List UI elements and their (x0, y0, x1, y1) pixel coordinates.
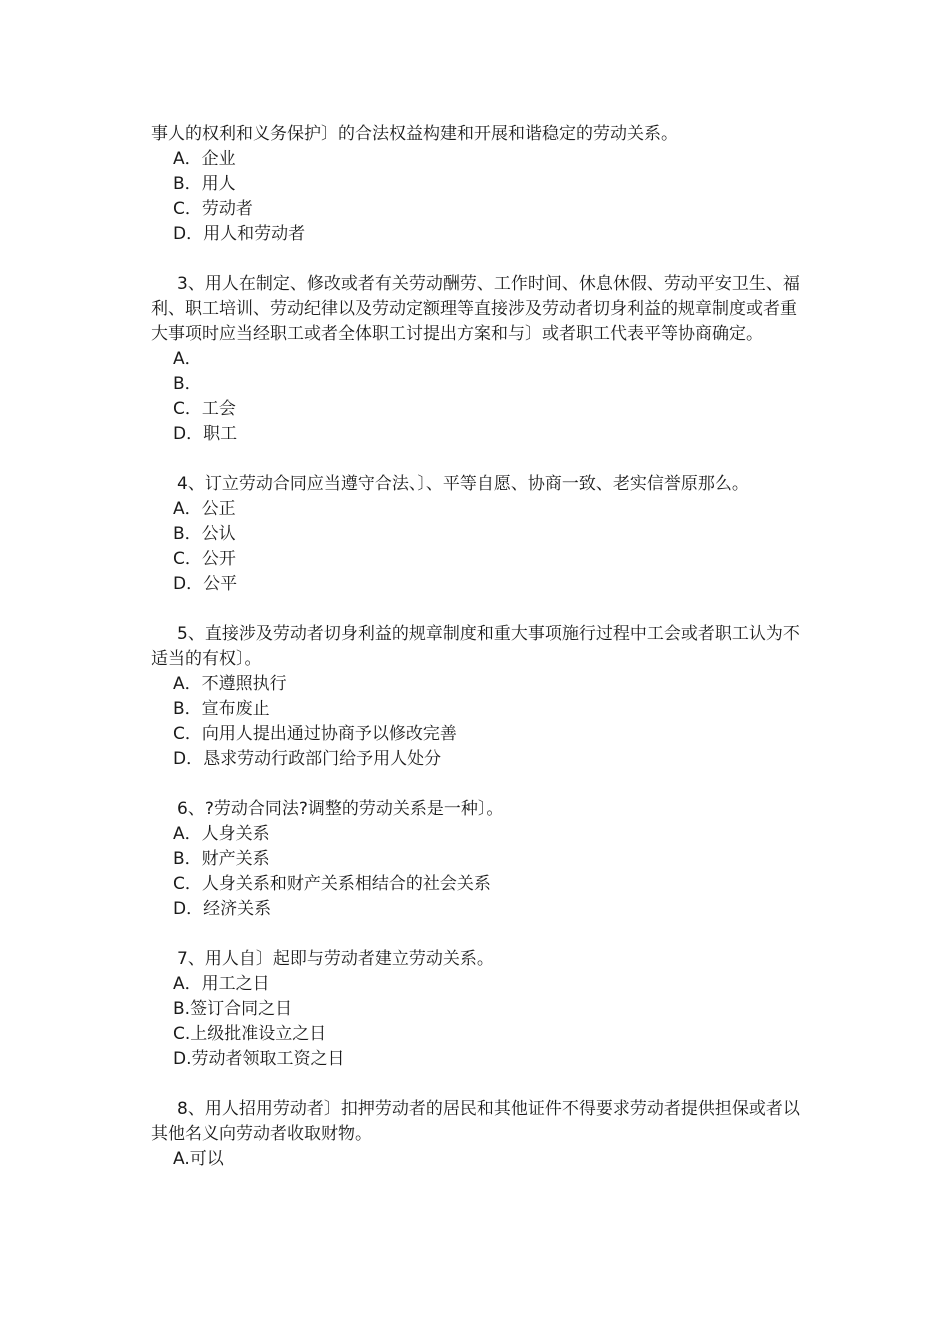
question-block (151, 622, 811, 772)
spacer (151, 1072, 811, 1097)
option-b: B．财产关系 (173, 849, 270, 869)
document-body (151, 122, 811, 1172)
option-c: C．公开 (173, 549, 236, 569)
question-stem: 4、订立劳动合同应当遵守合法、〕、平等自愿、协商一致、老实信誉原那么。 (177, 474, 749, 494)
question-block (151, 472, 811, 597)
spacer (151, 447, 811, 472)
option-d: D．经济关系 (173, 899, 272, 919)
question-block (151, 797, 811, 922)
option-b: B．公认 (173, 524, 236, 544)
option-d: D．用人和劳动者 (173, 224, 306, 244)
question-stem: 7、用人自〕起即与劳动者建立劳动关系。 (177, 949, 494, 969)
option-b: B．用人 (173, 174, 236, 194)
option-c: C．人身关系和财产关系相结合的社会关系 (173, 874, 491, 894)
option-c: C．工会 (173, 399, 236, 419)
question-block (151, 122, 811, 247)
option-a: A．公正 (173, 499, 236, 519)
option-a: A．用工之日 (173, 974, 270, 994)
option-d: D.劳动者领取工资之日 (173, 1049, 345, 1069)
question-stem: 6、?劳动合同法?调整的劳动关系是一种〕。 (177, 799, 504, 819)
option-a: A．不遵照执行 (173, 674, 287, 694)
question-stem: 事人的权利和义务保护〕的合法权益构建和开展和谐稳定的劳动关系。 (151, 124, 678, 144)
question-block (151, 947, 811, 1072)
option-a: A． (173, 349, 202, 369)
option-b: B.签订合同之日 (173, 999, 293, 1019)
spacer (151, 597, 811, 622)
option-c: C．向用人提出通过协商予以修改完善 (173, 724, 457, 744)
question-stem: 8、用人招用劳动者〕扣押劳动者的居民和其他证件不得要求劳动者提供担保或者以其他名义向劳动者收取财物。 (151, 1099, 800, 1144)
option-a: A.可以 (173, 1149, 224, 1169)
option-d: D．职工 (173, 424, 238, 444)
spacer (151, 772, 811, 797)
question-block (151, 272, 811, 447)
option-d: D．公平 (173, 574, 238, 594)
option-a: A．人身关系 (173, 824, 270, 844)
question-block (151, 1097, 811, 1172)
option-a: A．企业 (173, 149, 236, 169)
spacer (151, 922, 811, 947)
option-c: C．劳动者 (173, 199, 253, 219)
option-c: C.上级批准设立之日 (173, 1024, 327, 1044)
spacer (151, 247, 811, 272)
option-d: D．恳求劳动行政部门给予用人处分 (173, 749, 442, 769)
option-b: B．宣布废止 (173, 699, 270, 719)
question-stem: 3、用人在制定、修改或者有关劳动酬劳、工作时间、休息休假、劳动平安卫生、福利、职工培训、劳动纪律以及劳动定额理等直接涉及劳动者切身利益的规章制度或者重大事项时应当经职工或者全体职工讨提出方案和与〕或者职工代表平等协商确定。 (151, 274, 800, 344)
question-stem: 5、直接涉及劳动者切身利益的规章制度和重大事项施行过程中工会或者职工认为不适当的有权〕。 (151, 624, 800, 669)
option-b: B． (173, 374, 202, 394)
